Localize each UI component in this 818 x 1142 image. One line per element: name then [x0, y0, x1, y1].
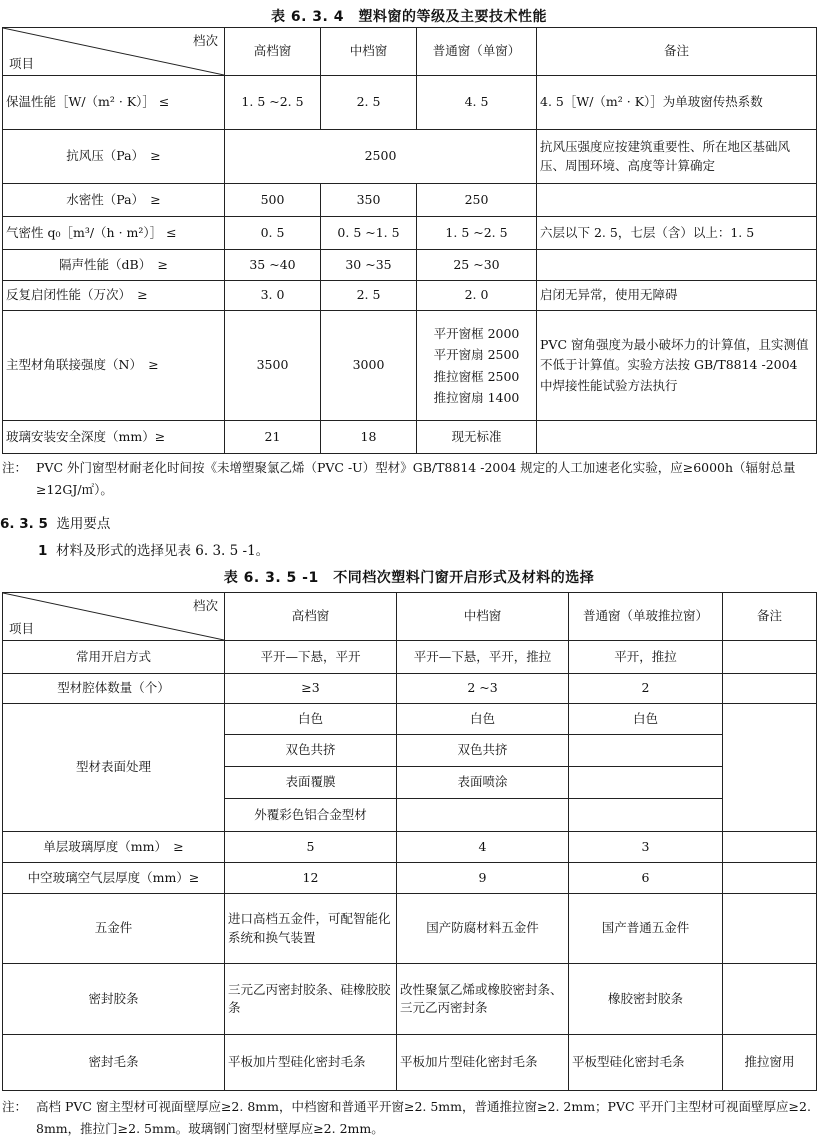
cell-high: 外覆彩色铝合金型材	[225, 799, 397, 832]
corner-top-label: 档次	[192, 33, 218, 48]
table1-note	[2, 457, 812, 501]
cell-mid: 双色共挤	[397, 735, 569, 767]
cell-mid: 4	[397, 832, 569, 863]
table-row	[3, 641, 817, 674]
note-prefix: 注：	[2, 460, 28, 475]
cell-high: 进口高档五金件，可配智能化系统和换气装置	[225, 894, 397, 964]
cell-mid: 国产防腐材料五金件	[397, 894, 569, 964]
cell-normal: 4. 5	[417, 76, 537, 130]
cell-mid: 30 ~35	[321, 250, 417, 281]
normal-line: 平开窗框 2000	[433, 326, 520, 341]
cell-normal: 2. 0	[417, 281, 537, 311]
corner-bottom-label: 项目	[9, 620, 35, 636]
cell-high: 0. 5	[225, 217, 321, 250]
section-number: 6. 3. 5	[0, 516, 48, 532]
table1-header-cell: 高档窗	[225, 28, 321, 76]
item-number: 1	[38, 543, 48, 559]
table2-note	[2, 1096, 812, 1140]
cell-mid: 350	[321, 184, 417, 217]
cell-high: 双色共挤	[225, 735, 397, 767]
row-item: 水密性（Pa） ≥	[3, 184, 225, 217]
cell-remark	[537, 184, 817, 217]
table2-header-cell: 普通窗（单玻推拉窗）	[569, 593, 723, 641]
table-row	[3, 863, 817, 894]
cell-high: 21	[225, 421, 321, 454]
cell-remark	[723, 674, 817, 704]
cell-remark: 4. 5［W/（m² · K）］为单玻窗传热系数	[537, 76, 817, 130]
cell-mid: 0. 5 ~1. 5	[321, 217, 417, 250]
cell-normal: 250	[417, 184, 537, 217]
table-row	[3, 76, 817, 130]
cell-normal: 平板型硅化密封毛条	[569, 1035, 723, 1091]
table-row	[3, 130, 817, 184]
cell-mid	[397, 799, 569, 832]
cell-merged: 2500	[225, 130, 537, 184]
table-row	[3, 674, 817, 704]
row-item: 主型材角联接强度（N） ≥	[3, 311, 225, 421]
corner-bottom-label: 项目	[9, 55, 35, 71]
cell-remark	[723, 964, 817, 1035]
row-item: 隔声性能（dB） ≥	[3, 250, 225, 281]
note-text: PVC 外门窗型材耐老化时间按《未增塑聚氯乙烯（PVC -U）型材》GB/T8814 -2004 规定的人工加速老化实验，应≥6000h（辐射总量≥12GJ/㎡）。	[36, 460, 796, 497]
cell-high: 5	[225, 832, 397, 863]
table2-header-row	[3, 593, 817, 641]
cell-remark	[723, 704, 817, 832]
cell-high: 平板加片型硅化密封毛条	[225, 1035, 397, 1091]
normal-line: 推拉窗框 2500	[433, 368, 520, 384]
table-row	[3, 894, 817, 964]
section-title: 选用要点	[56, 516, 111, 532]
normal-line: 推拉窗扇 1400	[433, 389, 520, 405]
note-prefix: 注：	[2, 1099, 28, 1114]
cell-remark	[723, 863, 817, 894]
table2-header-cell: 备注	[723, 593, 817, 641]
row-item: 常用开启方式	[3, 641, 225, 674]
table1-header-cell: 备注	[537, 28, 817, 76]
cell-normal: 橡胶密封胶条	[569, 964, 723, 1035]
cell-remark: 六层以下 2. 5，七层（含）以上：1. 5	[537, 217, 817, 250]
table2-caption: 表 6. 3. 5 -1 不同档次塑料门窗开启形式及材料的选择	[223, 570, 595, 586]
diagonal-line	[3, 28, 224, 75]
table-row	[3, 311, 817, 421]
cell-remark	[537, 250, 817, 281]
cell-normal: 白色	[569, 704, 723, 735]
row-item: 型材腔体数量（个）	[3, 674, 225, 704]
row-item: 保温性能［W/（m² · K）］ ≤	[3, 76, 225, 130]
cell-remark: 推拉窗用	[723, 1035, 817, 1091]
cell-high: 1. 5 ~2. 5	[225, 76, 321, 130]
cell-remark	[723, 832, 817, 863]
table1-header-row	[3, 28, 817, 76]
cell-high: 3. 0	[225, 281, 321, 311]
cell-remark: PVC 窗角强度为最小破坏力的计算值，且实测值不低于计算值。实验方法按 GB/T8814 -2004 中焊接性能试验方法执行	[537, 311, 817, 421]
row-item: 密封毛条	[3, 1035, 225, 1091]
cell-normal: 国产普通五金件	[569, 894, 723, 964]
cell-high: 表面覆膜	[225, 767, 397, 799]
cell-normal: 3	[569, 832, 723, 863]
cell-high: 500	[225, 184, 321, 217]
item-text: 材料及形式的选择见表 6. 3. 5 -1。	[56, 543, 270, 559]
cell-high: 三元乙丙密封胶条、硅橡胶胶条	[225, 964, 397, 1035]
cell-normal	[569, 767, 723, 799]
row-item: 单层玻璃厚度（mm） ≥	[3, 832, 225, 863]
cell-mid: 2 ~3	[397, 674, 569, 704]
note-text: 高档 PVC 窗主型材可视面壁厚应≥2. 8mm，中档窗和普通平开窗≥2. 5mm，普通推拉窗≥2. 2mm；PVC 平开门主型材可视面壁厚应≥2. 8mm，推拉门≥2. 5mm。玻璃钢门窗型材壁厚应≥2. 2mm。	[36, 1099, 811, 1136]
diagonal-line	[3, 593, 224, 640]
cell-mid: 2. 5	[321, 76, 417, 130]
cell-mid: 9	[397, 863, 569, 894]
cell-normal: 现无标准	[417, 421, 537, 454]
cell-normal	[569, 799, 723, 832]
cell-normal	[569, 735, 723, 767]
cell-remark	[537, 421, 817, 454]
table-row	[3, 184, 817, 217]
cell-normal: 平开，推拉	[569, 641, 723, 674]
cell-normal: 25 ~30	[417, 250, 537, 281]
cell-mid: 3000	[321, 311, 417, 421]
cell-remark	[723, 894, 817, 964]
table2	[2, 592, 817, 1091]
row-item: 中空玻璃空气层厚度（mm）≥	[3, 863, 225, 894]
row-item: 气密性 q₀［m³/（h · m²）］ ≤	[3, 217, 225, 250]
table1-caption: 表 6. 3. 4 塑料窗的等级及主要技术性能	[271, 9, 547, 25]
table-row	[3, 832, 817, 863]
cell-normal	[417, 311, 537, 421]
table-row	[3, 1035, 817, 1091]
cell-normal: 6	[569, 863, 723, 894]
table1-header-cell: 中档窗	[321, 28, 417, 76]
cell-normal: 1. 5 ~2. 5	[417, 217, 537, 250]
table2-corner-cell	[3, 593, 225, 641]
cell-mid: 平板加片型硅化密封毛条	[397, 1035, 569, 1091]
normal-line: 平开窗扇 2500	[433, 347, 520, 363]
row-item: 反复启闭性能（万次） ≥	[3, 281, 225, 311]
row-item: 玻璃安装安全深度（mm）≥	[3, 421, 225, 454]
cell-mid: 平开—下悬，平开，推拉	[397, 641, 569, 674]
row-item: 五金件	[3, 894, 225, 964]
table-row	[3, 964, 817, 1035]
row-item: 抗风压（Pa） ≥	[3, 130, 225, 184]
table2-header-cell: 中档窗	[397, 593, 569, 641]
table-row	[3, 217, 817, 250]
cell-mid: 改性聚氯乙烯或橡胶密封条、三元乙丙密封条	[397, 964, 569, 1035]
cell-mid: 18	[321, 421, 417, 454]
cell-mid: 白色	[397, 704, 569, 735]
cell-mid: 表面喷涂	[397, 767, 569, 799]
cell-remark	[723, 641, 817, 674]
cell-high: 平开—下悬，平开	[225, 641, 397, 674]
cell-normal: 2	[569, 674, 723, 704]
section-heading	[0, 512, 110, 532]
row-item: 型材表面处理	[3, 704, 225, 832]
cell-mid: 2. 5	[321, 281, 417, 311]
cell-remark: 抗风压强度应按建筑重要性、所在地区基础风压、周围环境、高度等计算确定	[537, 130, 817, 184]
cell-high: ≥3	[225, 674, 397, 704]
cell-high: 12	[225, 863, 397, 894]
corner-top-label: 档次	[192, 598, 218, 613]
cell-remark: 启闭无异常，使用无障碍	[537, 281, 817, 311]
table1	[2, 27, 817, 454]
table1-corner-cell	[3, 28, 225, 76]
list-item	[38, 539, 269, 559]
table1-header-cell: 普通窗（单窗）	[417, 28, 537, 76]
cell-high: 3500	[225, 311, 321, 421]
table-row	[3, 281, 817, 311]
table-row	[3, 704, 817, 735]
table2-header-cell: 高档窗	[225, 593, 397, 641]
table-row	[3, 421, 817, 454]
table-row	[3, 250, 817, 281]
row-item: 密封胶条	[3, 964, 225, 1035]
cell-high: 35 ~40	[225, 250, 321, 281]
cell-high: 白色	[225, 704, 397, 735]
